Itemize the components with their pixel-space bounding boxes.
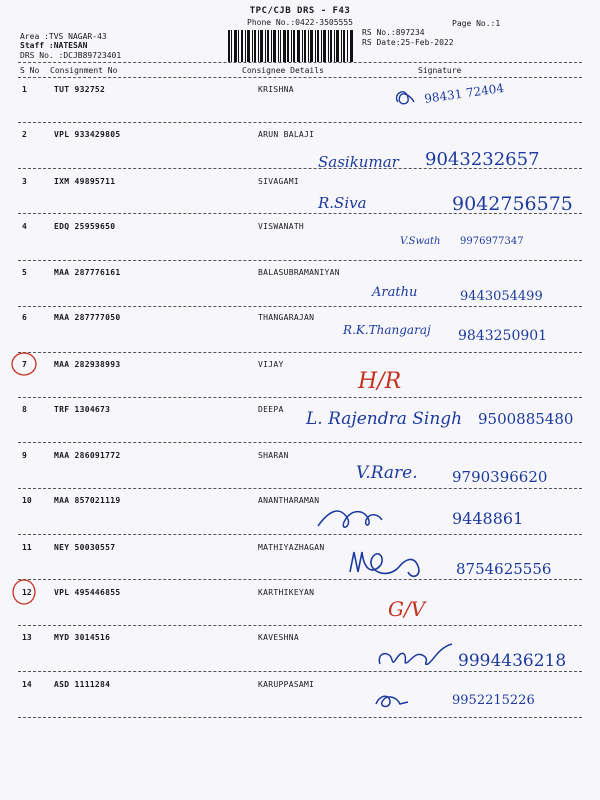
handwritten-phone: 98431 72404 <box>423 80 505 106</box>
consignee-name: SHARAN <box>258 451 289 460</box>
handwritten-name: V.Swath <box>400 236 441 247</box>
divider <box>18 442 582 443</box>
divider <box>18 352 582 353</box>
handwritten-mark: H/R <box>358 369 402 394</box>
phone-number: Phone No.:0422-3505555 <box>247 18 353 27</box>
handwritten-name: V.Rare. <box>356 463 418 483</box>
row-sno: 7 <box>22 360 27 369</box>
consignee-name: MATHIYAZHAGAN <box>258 543 325 552</box>
divider <box>18 625 582 626</box>
column-header-consignee: Consignee Details <box>242 66 324 75</box>
handwritten-phone: 9500885480 <box>478 410 574 428</box>
divider <box>18 579 582 580</box>
consignee-name: DEEPA <box>258 405 284 414</box>
divider <box>18 62 582 63</box>
consignee-name: BALASUBRAMANIYAN <box>258 268 340 277</box>
consignee-name: ANANTHARAMAN <box>258 496 320 505</box>
consignment-number: EDQ 25959650 <box>54 222 116 231</box>
handwritten-phone: 9952215226 <box>452 693 535 708</box>
row-sno: 12 <box>22 588 32 597</box>
column-header-consignment: Consignment No <box>50 66 118 75</box>
divider <box>18 397 582 398</box>
row-sno: 1 <box>22 85 27 94</box>
consignee-name: VISWANATH <box>258 222 305 231</box>
divider <box>18 534 582 535</box>
handwritten-phone: 9043232657 <box>425 149 540 170</box>
consignee-name: VIJAY <box>258 360 284 369</box>
consignment-number: MAA 287776161 <box>54 268 121 277</box>
table-row <box>0 130 600 146</box>
row-sno: 9 <box>22 451 27 460</box>
consignment-number: IXM 49895711 <box>54 177 116 186</box>
rs-number: RS No.:897234 <box>362 28 425 37</box>
divider <box>18 717 582 718</box>
consignment-number: VPL 933429805 <box>54 130 121 139</box>
row-sno: 4 <box>22 222 27 231</box>
table-row <box>0 313 600 329</box>
consignee-name: KRISHNA <box>258 85 294 94</box>
area-label: Area :TVS NAGAR-43 <box>20 32 107 41</box>
divider <box>18 213 582 214</box>
consignment-number: MAA 286091772 <box>54 451 121 460</box>
table-row <box>0 451 600 467</box>
table-row <box>0 360 600 376</box>
handwritten-phone: 9843250901 <box>458 328 548 344</box>
handwritten-phone: 9448861 <box>452 509 524 528</box>
staff-label: Staff :NATESAN <box>20 41 88 50</box>
row-sno: 8 <box>22 405 27 414</box>
divider <box>18 122 582 123</box>
consignee-name: KAVESHNA <box>258 633 299 642</box>
table-row <box>0 588 600 604</box>
handwritten-name: Sasikumar <box>318 153 399 171</box>
barcode <box>228 30 353 62</box>
table-row <box>0 85 600 101</box>
table-row <box>0 543 600 559</box>
consignment-number: TRF 1304673 <box>54 405 111 414</box>
table-row <box>0 405 600 421</box>
row-sno: 10 <box>22 496 32 505</box>
table-row <box>0 680 600 696</box>
consignee-name: THANGARAJAN <box>258 313 315 322</box>
column-header-sno: S No <box>20 66 40 75</box>
table-row <box>0 222 600 238</box>
consignee-name: SIVAGAMI <box>258 177 299 186</box>
page-number: Page No.:1 <box>452 19 501 28</box>
divider <box>18 260 582 261</box>
sheet-title: TPC/CJB DRS - F43 <box>249 6 351 16</box>
drs-number: DRS No. :DCJB89723401 <box>20 51 122 60</box>
consignment-number: MAA 857021119 <box>54 496 121 505</box>
divider <box>18 488 582 489</box>
handwritten-phone: 9976977347 <box>460 236 524 247</box>
table-row <box>0 268 600 284</box>
handwritten-name: R.Siva <box>318 194 367 212</box>
table-row <box>0 177 600 193</box>
row-sno: 5 <box>22 268 27 277</box>
row-sno: 14 <box>22 680 32 689</box>
row-sno: 13 <box>22 633 32 642</box>
row-sno: 6 <box>22 313 27 322</box>
consignee-name: KARTHIKEYAN <box>258 588 315 597</box>
consignment-number: ASD 1111284 <box>54 680 111 689</box>
divider <box>18 306 582 307</box>
consignment-number: VPL 495446855 <box>54 588 121 597</box>
consignment-number: MYD 3014516 <box>54 633 111 642</box>
row-sno: 3 <box>22 177 27 186</box>
consignment-number: NEY 50030557 <box>54 543 116 552</box>
consignment-number: TUT 932752 <box>54 85 106 94</box>
signature-scribble <box>376 696 408 706</box>
consignee-name: KARUPPASAMI <box>258 680 315 689</box>
row-sno: 2 <box>22 130 27 139</box>
divider <box>18 671 582 672</box>
column-header-signature: Signature <box>418 66 462 75</box>
table-row <box>0 496 600 512</box>
table-row <box>0 633 600 649</box>
handwritten-name: Arathu <box>372 285 418 300</box>
handwritten-phone: 9790396620 <box>452 468 548 486</box>
handwritten-mark: G/V <box>388 597 426 621</box>
handwritten-name: L. Rajendra Singh <box>306 409 463 429</box>
consignee-name: ARUN BALAJI <box>258 130 315 139</box>
row-sno: 11 <box>22 543 32 552</box>
divider <box>18 77 582 78</box>
divider <box>18 168 582 169</box>
handwritten-phone: 9443054499 <box>460 289 543 304</box>
rs-date: RS Date:25-Feb-2022 <box>362 38 454 47</box>
signature-scribble <box>318 511 382 527</box>
handwritten-name: R.K.Thangaraj <box>343 323 431 337</box>
handwritten-phone: 9042756575 <box>452 193 573 215</box>
consignment-number: MAA 282938993 <box>54 360 121 369</box>
handwritten-phone: 9994436218 <box>458 651 567 671</box>
handwritten-phone: 8754625556 <box>456 560 552 578</box>
consignment-number: MAA 287777050 <box>54 313 121 322</box>
